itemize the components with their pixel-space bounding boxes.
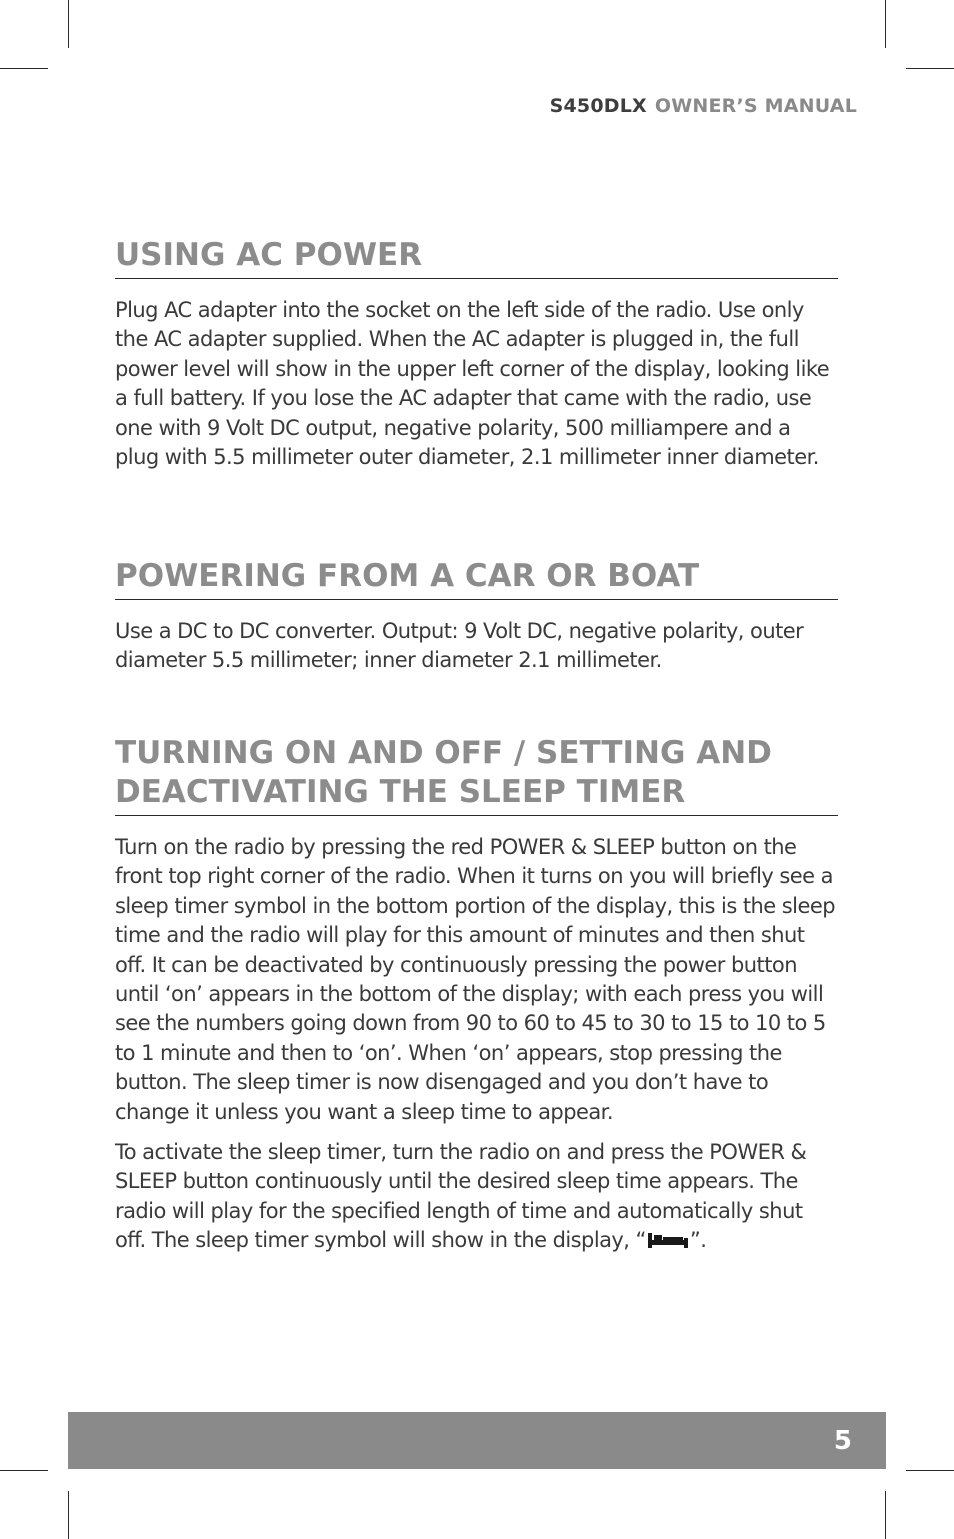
section-title: USING AC POWER xyxy=(115,236,838,279)
footer-bar xyxy=(68,1412,886,1469)
crop-mark xyxy=(68,0,69,48)
crop-mark xyxy=(906,1470,954,1471)
crop-mark xyxy=(885,0,886,48)
section-paragraph: Use a DC to DC converter. Output: 9 Volt DC, negative polarity, outer diameter 5.5 millimeter; inner diameter 2.1 millimeter. xyxy=(115,619,804,673)
section-title-line: TURNING ON AND OFF / SETTING AND xyxy=(115,735,772,771)
section-ac-power xyxy=(115,236,838,472)
running-header xyxy=(550,95,857,117)
section-car-boat xyxy=(115,557,838,676)
manual-label: OWNER’S MANUAL xyxy=(654,95,857,117)
section-paragraph xyxy=(115,1138,838,1256)
crop-mark xyxy=(885,1491,886,1539)
section-title xyxy=(115,734,838,816)
paragraph-text: ”. xyxy=(689,1228,707,1253)
section-paragraph: Plug AC adapter into the socket on the left side of the radio. Use only the AC adapter supplied. When the AC adapter is plugged in, the full power level will show in the upper left corner of the display, looking like a full battery. If you lose the AC adapter that came with the radio, use one with 9 Volt DC output, negative polarity, 500 milliampere and a plug with 5.5 millimeter outer diameter, 2.1 millimeter inner diameter. xyxy=(115,298,830,470)
page-number: 5 xyxy=(833,1426,852,1456)
sleep-timer-bed-icon xyxy=(648,1233,688,1248)
section-sleep-timer xyxy=(115,734,838,1256)
model-name: S450DLX xyxy=(549,95,647,117)
section-title: POWERING FROM A CAR OR BOAT xyxy=(115,557,838,600)
section-title-line: DEACTIVATING THE SLEEP TIMER xyxy=(115,774,686,810)
crop-mark xyxy=(68,1491,69,1539)
crop-mark xyxy=(0,1470,48,1471)
section-paragraph: Turn on the radio by pressing the red POWER & SLEEP button on the front top right corner of the radio. When it turns on you will briefly see a sleep timer symbol in the bottom portion of the display, this is the sleep time and the radio will play for this amount of minutes and then shut off. It can be deactivated by continuously pressing the power button until ‘on’ appears in the bottom of the display; with each press you will see the numbers going down from 90 to 60 to 45 to 30 to 15 to 10 to 5 to 1 minute and then to ‘on’. When ‘on’ appears, stop pressing the button. The sleep timer is now disengaged and you don’t have to change it unless you want a sleep time to appear. xyxy=(115,835,835,1124)
crop-mark xyxy=(0,68,48,69)
crop-mark xyxy=(906,68,954,69)
paragraph-text: To activate the sleep timer, turn the radio on and press the POWER & SLEEP button continuously until the desired sleep time appears. The radio will play for the specified length of time and automatically shut off. The sleep timer symbol will show in the display, “ xyxy=(115,1140,807,1253)
